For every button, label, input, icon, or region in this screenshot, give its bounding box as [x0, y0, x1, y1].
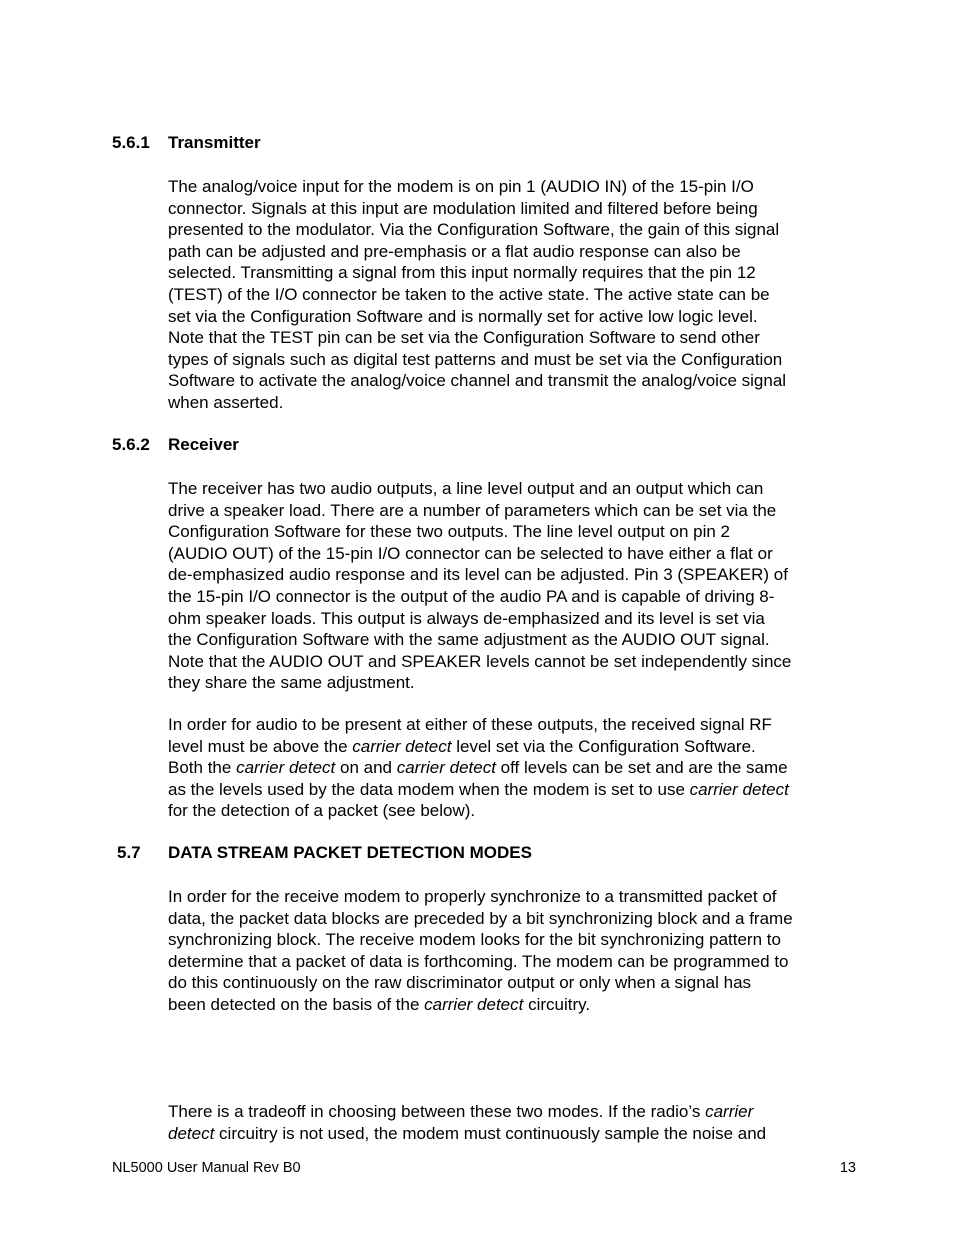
carrier-detect-term: carrier detect	[352, 736, 452, 756]
text-line: set via the Configuration Software and is normally set for active low logic level.	[168, 306, 758, 326]
text-run: on and	[335, 758, 397, 778]
text-line: they share the same adjustment.	[168, 673, 415, 693]
text-line: The analog/voice input for the modem is on pin 1 (AUDIO IN) of the 15-pin I/O	[168, 177, 754, 196]
section-heading-5-6-1	[112, 133, 261, 153]
text-run: In order for audio to be present at either of these outputs, the received signal RF	[168, 715, 772, 734]
text-line: the Configuration Software with the same adjustment as the AUDIO OUT signal.	[168, 630, 770, 650]
text-line	[168, 757, 868, 779]
text-line: connector. Signals at this input are modulation limited and filtered before being	[168, 198, 758, 218]
text-run: data, the packet data blocks are preceded by a bit synchronizing block and a frame	[168, 908, 793, 928]
text-run: In order for the receive modem to properly synchronize to a transmitted packet of	[168, 887, 777, 906]
section-title: Transmitter	[168, 133, 261, 152]
section-number: 5.6.1	[112, 133, 150, 152]
carrier-detect-term: detect	[168, 1123, 215, 1143]
text-run: synchronizing block. The receive modem looks for the bit synchronizing pattern to	[168, 930, 781, 950]
text-line: de-emphasized audio response and its level can be adjusted. Pin 3 (SPEAKER) of	[168, 565, 788, 585]
text-line: Configuration Software for these two outputs. The line level output on pin 2	[168, 522, 730, 542]
carrier-detect-term: carrier	[705, 1102, 754, 1121]
text-line: (TEST) of the I/O connector be taken to the active state. The active state can be	[168, 284, 770, 304]
text-line: Note that the AUDIO OUT and SPEAKER levels cannot be set independently since	[168, 651, 792, 671]
text-run: determine that a packet of data is forthcoming. The modem can be programmed to	[168, 951, 789, 971]
section-number: 5.7	[117, 843, 141, 862]
text-line	[168, 994, 868, 1016]
transmitter-paragraph	[168, 176, 868, 414]
text-line	[168, 1123, 868, 1145]
carrier-detect-term: carrier detect	[396, 758, 496, 778]
text-line: Software to activate the analog/voice channel and transmit the analog/voice signal	[168, 371, 787, 391]
text-run: level set via the Configuration Software.	[451, 736, 756, 756]
text-line	[168, 1101, 868, 1123]
text-line	[168, 736, 868, 758]
text-run: off levels can be set and are the same	[495, 758, 788, 778]
text-line: (AUDIO OUT) of the 15-pin I/O connector can be selected to have either a flat or	[168, 543, 773, 563]
text-line: selected. Transmitting a signal from this input normally requires that the pin 12	[168, 263, 756, 283]
text-run: for the detection of a packet (see below).	[168, 801, 476, 821]
section-title: Receiver	[168, 435, 239, 454]
carrier-detect-term: carrier detect	[424, 994, 524, 1014]
section-title: DATA STREAM PACKET DETECTION MODES	[168, 843, 532, 862]
text-run: been detected on the basis of the	[168, 994, 425, 1014]
text-line: Note that the TEST pin can be set via the Configuration Software to send other	[168, 328, 760, 348]
text-line: types of signals such as digital test patterns and must be set via the Configuration	[168, 349, 783, 369]
section-number: 5.6.2	[112, 435, 150, 454]
carrier-detect-term: carrier detect	[689, 779, 789, 799]
text-line: the 15-pin I/O connector is the output of the audio PA and is capable of driving 8-	[168, 586, 775, 606]
footer-document-title: NL5000 User Manual Rev B0	[112, 1160, 301, 1176]
text-line	[168, 972, 868, 994]
text-line: path can be adjusted and pre-emphasis or a flat audio response can also be	[168, 241, 741, 261]
text-line	[168, 908, 868, 930]
text-run: do this continuously on the raw discriminator output or only when a signal has	[168, 973, 752, 993]
text-run: level must be above the	[168, 736, 353, 756]
detection-paragraph-1	[168, 886, 868, 1016]
text-line: presented to the modulator. Via the Configuration Software, the gain of this signal	[168, 220, 780, 240]
text-line: The receiver has two audio outputs, a line level output and an output which can	[168, 479, 764, 498]
text-line	[168, 779, 868, 801]
text-line: drive a speaker load. There are a number of parameters which can be set via the	[168, 500, 777, 520]
receiver-paragraph-2	[168, 714, 868, 822]
text-line	[168, 951, 868, 973]
carrier-detect-term: carrier detect	[236, 758, 336, 778]
text-run: There is a tradeoff in choosing between these two modes. If the radio’s	[168, 1102, 706, 1121]
footer-page-number: 13	[839, 1160, 856, 1176]
section-heading-5-7	[117, 843, 532, 863]
text-line: ohm speaker loads. This output is always de-emphasized and its level is set via	[168, 608, 765, 628]
text-line	[168, 929, 868, 951]
section-heading-5-6-2	[112, 435, 239, 455]
text-run: as the levels used by the data modem when the modem is set to use	[168, 779, 690, 799]
text-line	[168, 800, 868, 822]
text-run: circuitry.	[523, 994, 591, 1014]
text-run: Both the	[168, 758, 237, 778]
text-line	[168, 714, 868, 736]
text-line: when asserted.	[168, 392, 284, 412]
text-run: circuitry is not used, the modem must continuously sample the noise and	[214, 1123, 767, 1143]
receiver-paragraph-1	[168, 478, 868, 694]
text-line	[168, 886, 868, 908]
detection-paragraph-2	[168, 1101, 868, 1144]
